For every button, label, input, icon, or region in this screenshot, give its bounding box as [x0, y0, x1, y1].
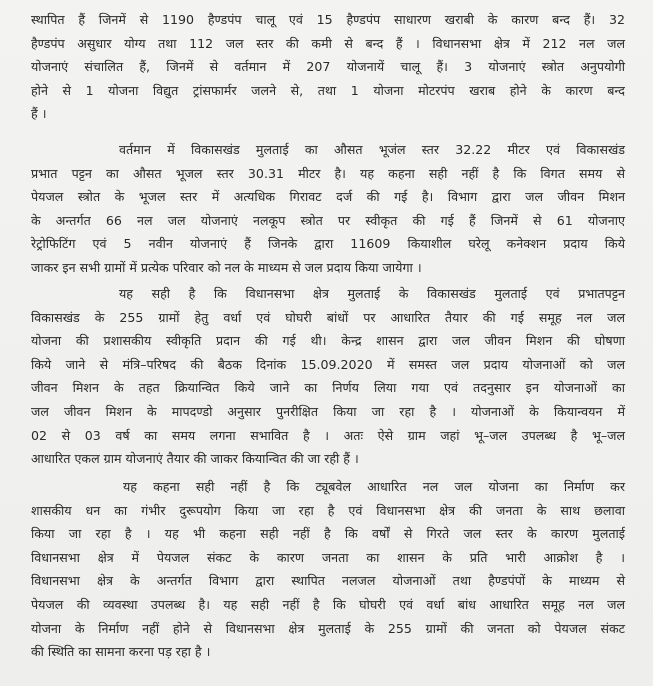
text-line: रेट्रोफिटिंग एवं 5 नवीन योजनाएं हैं जिनके द्वारा 11609 कियाशील घरेलू कनेक्शन प्रदाय किये [31, 236, 625, 252]
text-line: स्थापित हैं जिनमें से 1190 हैण्डपंप चालू एवं 15 हैण्डपंप साधारण खराबी के कारण बन्द हैं। 32 [31, 12, 625, 27]
text-line: पेयजल की व्यवस्था उपलब्ध है। यह सही नहीं है कि घोघरी एवं वर्धा बांध आधारित समूह नल जल [31, 596, 625, 612]
text-line: किया जा रहा है । यह भी कहना सही नहीं है कि वर्षों से गिरते जल स्तर के कारण मुलताई [31, 526, 625, 542]
paragraph-tubewell-scheme [31, 475, 625, 664]
text-line: पेयजल स्त्रोत के भूजल स्तर में अत्यधिक गिरावट दर्ज की गई है। विभाग द्वारा जल जीवन मिशन [31, 189, 625, 205]
text-line: के अन्तर्गत 66 नल जल योजनाएं नलकूप स्त्रोत पर स्वीकृत की गई हैं जिनमें से 61 योजनाए [31, 212, 625, 228]
paragraph-handpump-status [31, 8, 625, 126]
text-line: जाकर इन सभी ग्रामों में प्रत्येक परिवार को नल के माध्यम से जल प्रदाय किया जायेगा । [31, 259, 422, 275]
paragraph-group-water-scheme [31, 282, 625, 471]
text-line: यह कहना सही नहीं है कि ट्यूबवेल आधारित नल जल योजना का निर्माण कर [123, 479, 625, 494]
text-line: योजनाएं संचालित हैं, जिनमें से वर्तमान में 207 योजनायें चालू हैं। 3 योजनाएं स्त्रोत अनुपयोगी [31, 59, 625, 75]
paragraph-groundwater-level [31, 138, 625, 280]
text-line: 02 से 03 वर्ष का समय लगना सभावित है । अतः ऐसे ग्राम जहां भू–जल उपलब्ध है भू–जल [31, 427, 625, 443]
text-line: जीवन मिशन के तहत क्रियान्वित किये जाने का निर्णय लिया गया एवं तदनुसार इन योजनाओं का [31, 380, 625, 396]
text-line: शासकीय धन का गंभीर दुरूपयोग किया जा रहा है एवं विधानसभा क्षेत्र की जनता के साथ छलावा [31, 502, 625, 518]
text-line: आधारित एकल ग्राम योजनाएं तैयार की जाकर कियान्वित की जा रही हैं । [31, 451, 359, 467]
text-line: जल जीवन मिशन के मापदण्डो अनुसार पुनरीक्षित किया जा रहा है । योजनाओं के कियान्वयन में [31, 403, 625, 419]
text-line: यह सही है कि विधानसभा क्षेत्र मुलताई के विकासखंड मुलताई एवं प्रभातपट्टन [119, 286, 625, 301]
text-line: होने से 1 योजना विद्युत ट्रांसफार्मर जलने से, तथा 1 योजना मोटरपंप खराब होने के कारण बन्द [31, 82, 625, 98]
text-line: प्रभात पट्टन का औसत भूजल स्तर 30.31 मीटर है। यह कहना सही नहीं है कि विगत समय से [31, 165, 625, 181]
text-line: योजना के निर्माण नहीं होने से विधानसभा क्षेत्र मुलताई के 255 ग्रामों की जनता को पेयजल संकट [31, 620, 625, 636]
text-line: की स्थिति का सामना करना पड़ रहा है । [31, 644, 211, 660]
text-line: किये जाने से मंत्रि–परिषद की बैठक दिनांक 15.09.2020 में समस्त जल प्रदाय योजनाओं को जल [31, 356, 625, 372]
text-line: हैं । [31, 106, 47, 122]
text-line: विकासखंड के 255 ग्रामों हेतु वर्धा एवं घोघरी बांधों पर आधारित तैयार की गई समूह नल जल [31, 309, 625, 325]
text-line: हैण्डपंप असुधार योग्य तथा 112 जल स्तर की कमी से बन्द हैं । विधानसभा क्षेत्र में 212 नल जल [31, 35, 625, 51]
text-line: वर्तमान में विकासखंड मुलताई का औसत भूजंल स्तर 32.22 मीटर एवं विकासखंड [119, 142, 625, 157]
text-line: विधानसभा क्षेत्र के अन्तर्गत विभाग द्वारा स्थापित नलजल योजनाओं तथा हैण्डपंपों के माध्यम से [31, 573, 625, 589]
text-line: विधानसभा क्षेत्र में पेयजल संकट के कारण जनता का शासन के प्रति भारी आक्रोश है । [31, 549, 625, 565]
text-line: योजना की प्रशासकीय स्वीकृति प्रदान की गई थी। केन्द्र शासन द्वारा जल जीवन मिशन की घोषणा [31, 333, 625, 349]
